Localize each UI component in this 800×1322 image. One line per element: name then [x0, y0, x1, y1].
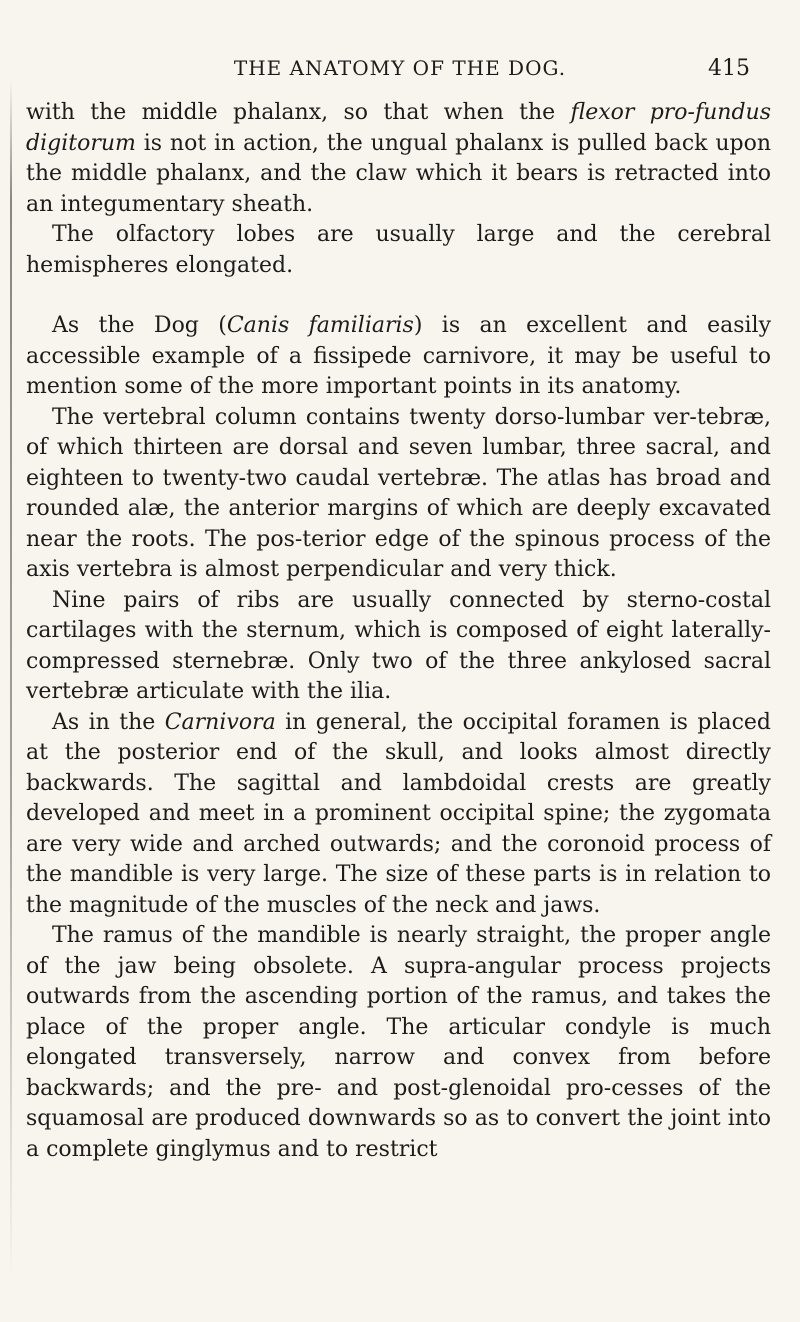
- flexor-profundus-term: flexor pro-fundus digitorum: [26, 100, 772, 156]
- paragraph-skull: As in the Carnivora in general, the occipital foramen is placed at the posterior end of the skull, and looks almost directly backwards. The sagittal and lambdoidal crests are greatly developed and meet in a prominent occipital spine; the zygomata are very wide and arched outwards; and the coronoid process of the mandible is very large. The size of these parts is in relation to the magnitude of the muscles of the neck and jaws.: [26, 709, 771, 918]
- running-head: THE ANATOMY OF THE DOG.: [233, 56, 567, 80]
- paragraph-mandible: The ramus of the mandible is nearly straight, the proper angle of the jaw being obsolete. A supra-angular process projects outwards from the ascending portion of the ramus, and takes the place of the proper angle. The articular condyle is much elongated transversely, narrow and convex from before backwards; and the pre- and post-glenoidal pro-cesses of the squamosal are produced downwards so as to convert the joint into a complete ginglymus and to restrict: [26, 923, 771, 1162]
- carnivora-term: Carnivora: [164, 709, 276, 735]
- page-edge-shadow: [10, 80, 12, 1280]
- paragraph-olfactory: The olfactory lobes are usually large and the cerebral hemispheres elongated.: [26, 222, 771, 278]
- body-text: [26, 98, 771, 1165]
- paragraph-ribs: Nine pairs of ribs are usually connected by sterno-costal cartilages with the sternum, which is composed of eight laterally-compressed sternebræ. Only two of the three ankylosed sacral vertebræ articulate with the ilia.: [26, 587, 771, 704]
- paragraph-phalanx: with the middle phalanx, so that when the flexor pro-fundus digitorum is not in action, the ungual phalanx is pulled back upon the middle phalanx, and the claw which it bears is retracted into an integumentary sheath.: [26, 100, 772, 217]
- paragraph-dog-intro: As the Dog (Canis familiaris) is an excellent and easily accessible example of a fissipede carnivore, it may be useful to mention some of the more important points in its anatomy.: [26, 313, 771, 399]
- page-header: [0, 56, 800, 86]
- canis-familiaris-term: Canis familiaris: [226, 313, 414, 338]
- page-number: 415: [708, 56, 750, 81]
- paragraph-vertebral-column: The vertebral column contains twenty dorso-lumbar ver-tebræ, of which thirteen are dorsal and seven lumbar, three sacral, and eighteen to twenty-two caudal vertebræ. The atlas has broad and rounded alæ, the anterior margins of which are deeply excavated near the roots. The pos-terior edge of the spinous process of the axis vertebra is almost perpendicular and very thick.: [26, 404, 771, 582]
